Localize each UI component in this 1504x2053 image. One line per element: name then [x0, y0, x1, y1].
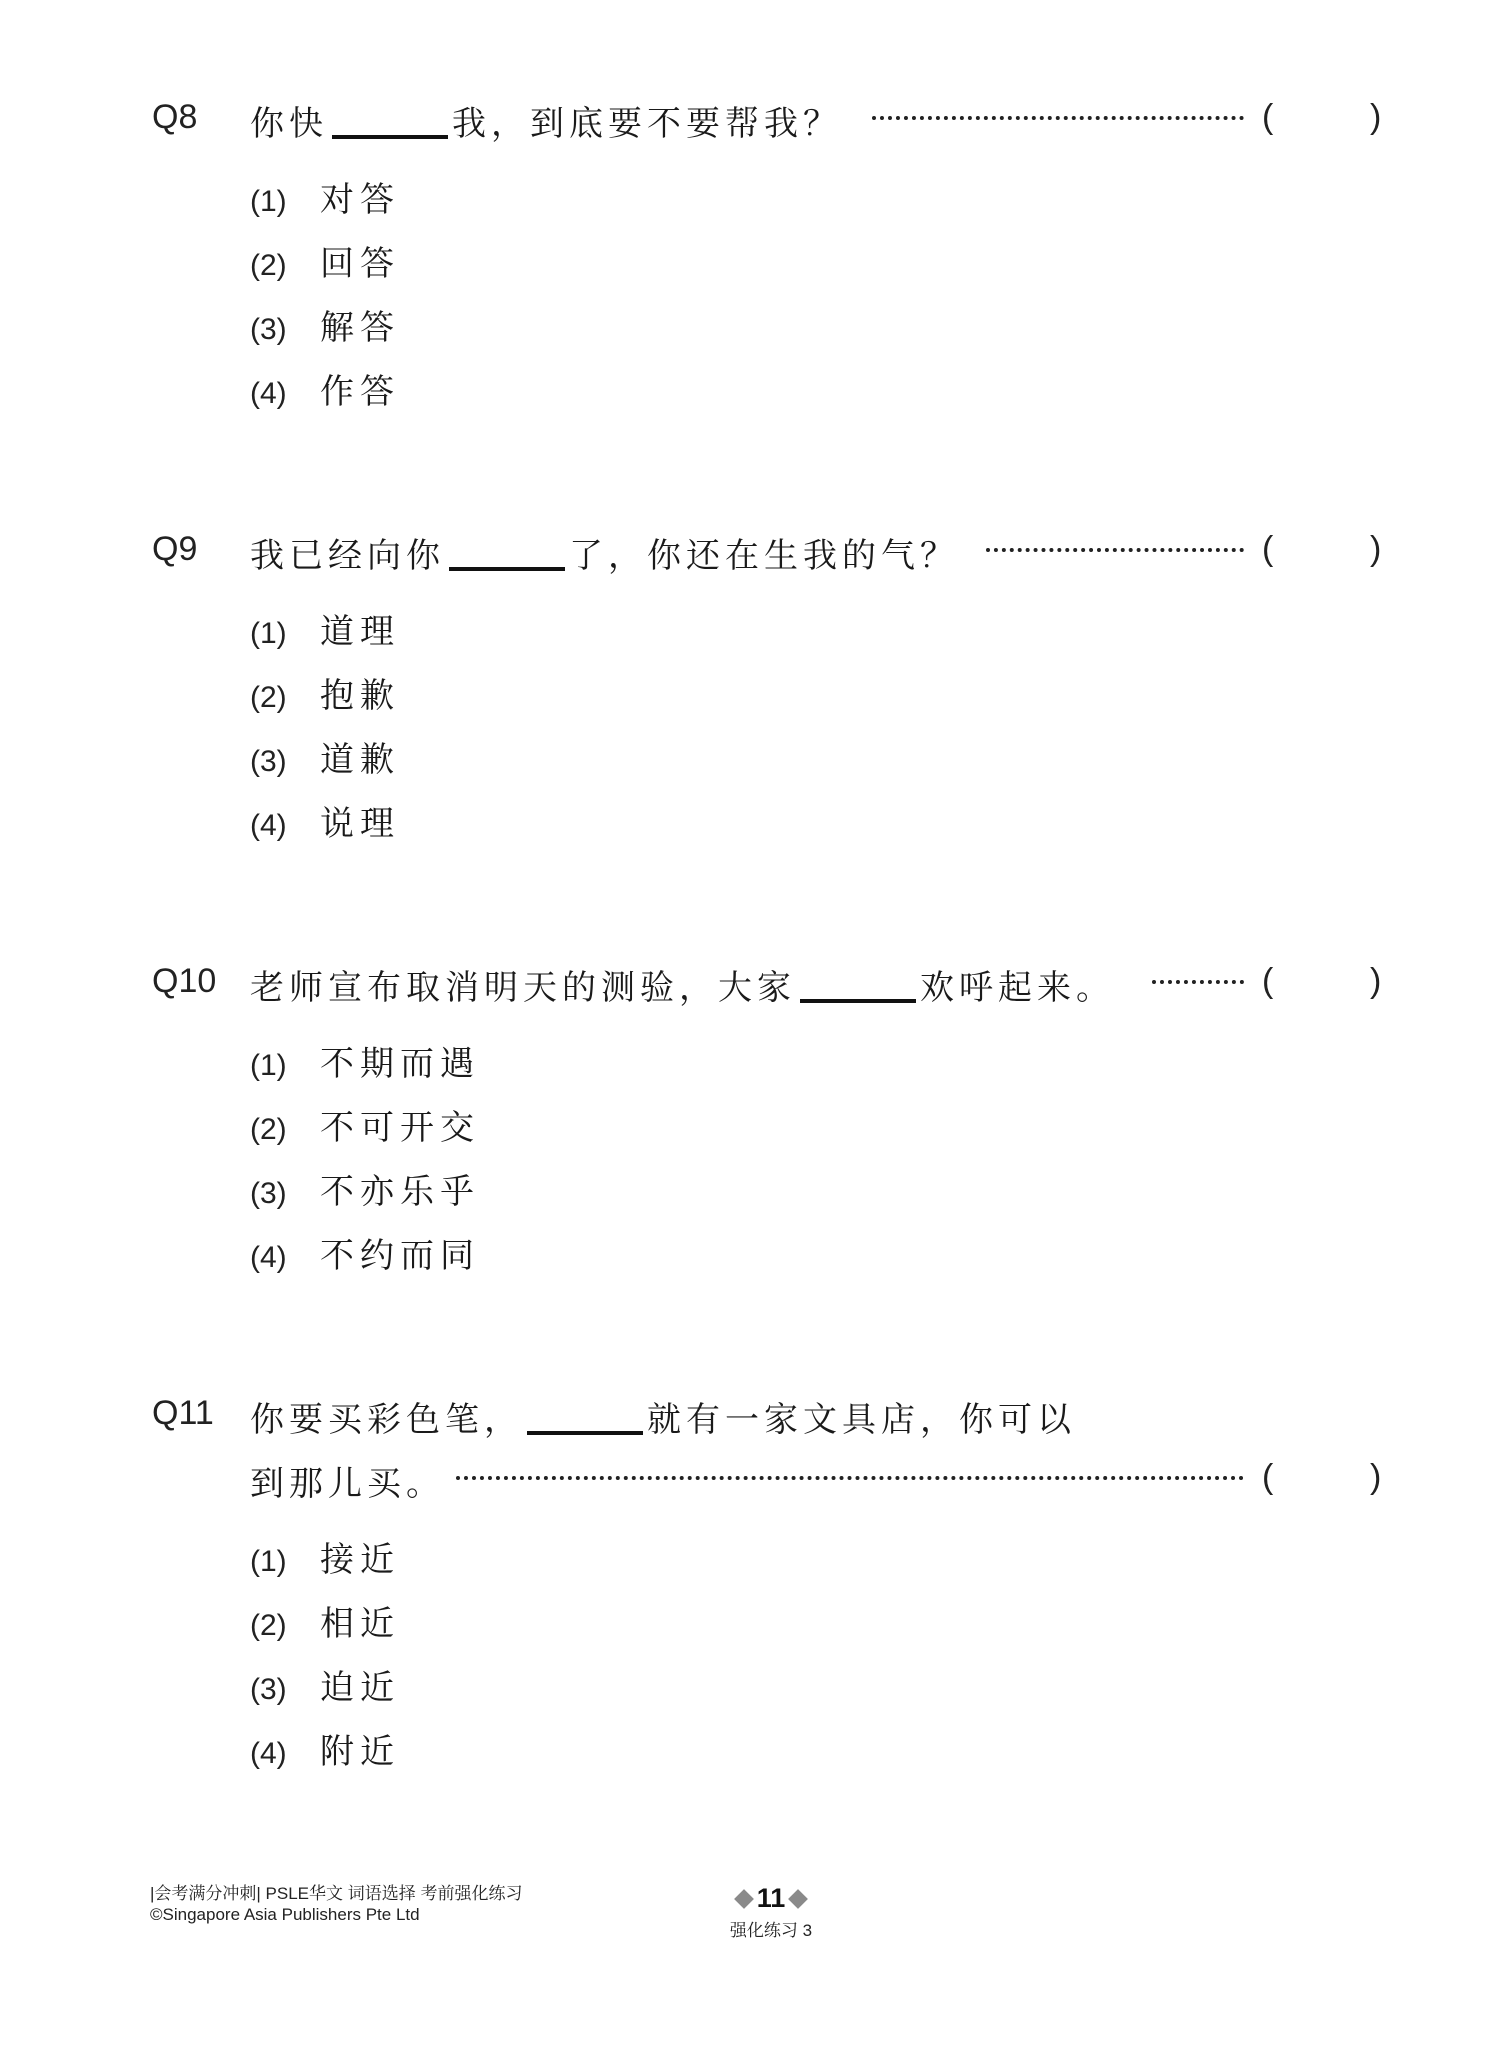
stem-text-line2: 到那儿买。 — [250, 1464, 445, 1504]
option-1 — [250, 172, 400, 221]
question-stem — [250, 1392, 1076, 1441]
option-2 — [250, 236, 400, 285]
question-stem — [250, 960, 1115, 1009]
option-3 — [250, 1164, 480, 1213]
page-number-row — [716, 1883, 826, 1914]
option-number: (2) — [250, 1609, 287, 1642]
stem-text-before: 老师宣布取消明天的测验，大家 — [250, 968, 796, 1008]
option-1 — [250, 1036, 480, 1085]
answer-bracket-open: ( — [1262, 98, 1274, 136]
answer-blank — [332, 135, 448, 139]
diamond-icon — [788, 1889, 808, 1909]
option-text: 相近 — [320, 1604, 400, 1644]
option-number: (4) — [250, 1737, 287, 1770]
page-number: 11 — [756, 1883, 786, 1913]
option-2 — [250, 1100, 480, 1149]
answer-blank — [800, 999, 916, 1003]
dotted-leader — [1152, 980, 1244, 984]
option-number: (1) — [250, 1545, 287, 1578]
stem-text-after: 欢呼起来。 — [920, 968, 1115, 1008]
option-text: 对答 — [320, 180, 400, 220]
option-4 — [250, 364, 400, 413]
question-stem — [250, 96, 842, 145]
option-number: (4) — [250, 377, 287, 410]
option-text: 不可开交 — [320, 1108, 480, 1148]
option-number: (3) — [250, 313, 287, 346]
footer-page-info — [716, 1883, 826, 1941]
option-text: 作答 — [320, 372, 400, 412]
question-number: Q9 — [152, 530, 198, 568]
option-text: 迫近 — [320, 1668, 400, 1708]
option-3 — [250, 1660, 400, 1709]
section-label: 强化练习 3 — [729, 1921, 813, 1940]
option-text: 解答 — [320, 308, 400, 348]
option-3 — [250, 732, 400, 781]
dotted-leader — [456, 1476, 1244, 1480]
stem-text-before: 你要买彩色笔， — [250, 1400, 523, 1440]
option-number: (2) — [250, 681, 287, 714]
answer-blank — [527, 1431, 643, 1435]
footer-publisher-info — [150, 1883, 522, 1925]
question-number: Q10 — [152, 962, 217, 1000]
option-number: (2) — [250, 1113, 287, 1146]
question-stem — [250, 528, 959, 577]
stem-text-after: 了，你还在生我的气？ — [569, 536, 959, 576]
option-text: 接近 — [320, 1540, 400, 1580]
option-number: (3) — [250, 1177, 287, 1210]
diamond-icon — [734, 1889, 754, 1909]
option-text: 不约而同 — [320, 1236, 480, 1276]
option-text: 道理 — [320, 612, 400, 652]
stem-text-after: 就有一家文具店，你可以 — [647, 1400, 1076, 1440]
option-text: 说理 — [320, 804, 400, 844]
answer-bracket-open: ( — [1262, 1458, 1274, 1496]
stem-text-before: 我已经向你 — [250, 536, 445, 576]
option-2 — [250, 668, 400, 717]
answer-bracket-open: ( — [1262, 962, 1274, 1000]
option-number: (3) — [250, 745, 287, 778]
option-text: 附近 — [320, 1732, 400, 1772]
option-number: (1) — [250, 617, 287, 650]
option-text: 道歉 — [320, 740, 400, 780]
option-number: (3) — [250, 1673, 287, 1706]
option-number: (1) — [250, 185, 287, 218]
answer-bracket-close: ) — [1370, 1458, 1382, 1496]
book-title: |会考满分冲刺| PSLE华文 词语选择 考前强化练习 — [150, 1884, 523, 1903]
copyright: ©Singapore Asia Publishers Pte Ltd — [150, 1905, 420, 1924]
answer-bracket-close: ) — [1370, 962, 1382, 1000]
option-text: 回答 — [320, 244, 400, 284]
option-3 — [250, 300, 400, 349]
answer-bracket-close: ) — [1370, 530, 1382, 568]
option-4 — [250, 1228, 480, 1277]
question-number: Q8 — [152, 98, 198, 136]
dotted-leader — [986, 548, 1244, 552]
option-number: (4) — [250, 1241, 287, 1274]
option-2 — [250, 1596, 400, 1645]
option-number: (1) — [250, 1049, 287, 1082]
answer-blank — [449, 567, 565, 571]
answer-bracket-open: ( — [1262, 530, 1274, 568]
option-number: (2) — [250, 249, 287, 282]
question-stem-line2 — [250, 1456, 445, 1505]
stem-text-after: 我，到底要不要帮我？ — [452, 104, 842, 144]
option-text: 抱歉 — [320, 676, 400, 716]
question-number: Q11 — [152, 1394, 214, 1432]
option-text: 不期而遇 — [320, 1044, 480, 1084]
option-4 — [250, 796, 400, 845]
option-text: 不亦乐乎 — [320, 1172, 480, 1212]
dotted-leader — [872, 116, 1244, 120]
stem-text-before: 你快 — [250, 104, 328, 144]
answer-bracket-close: ) — [1370, 98, 1382, 136]
option-1 — [250, 1532, 400, 1581]
option-4 — [250, 1724, 400, 1773]
option-1 — [250, 604, 400, 653]
option-number: (4) — [250, 809, 287, 842]
